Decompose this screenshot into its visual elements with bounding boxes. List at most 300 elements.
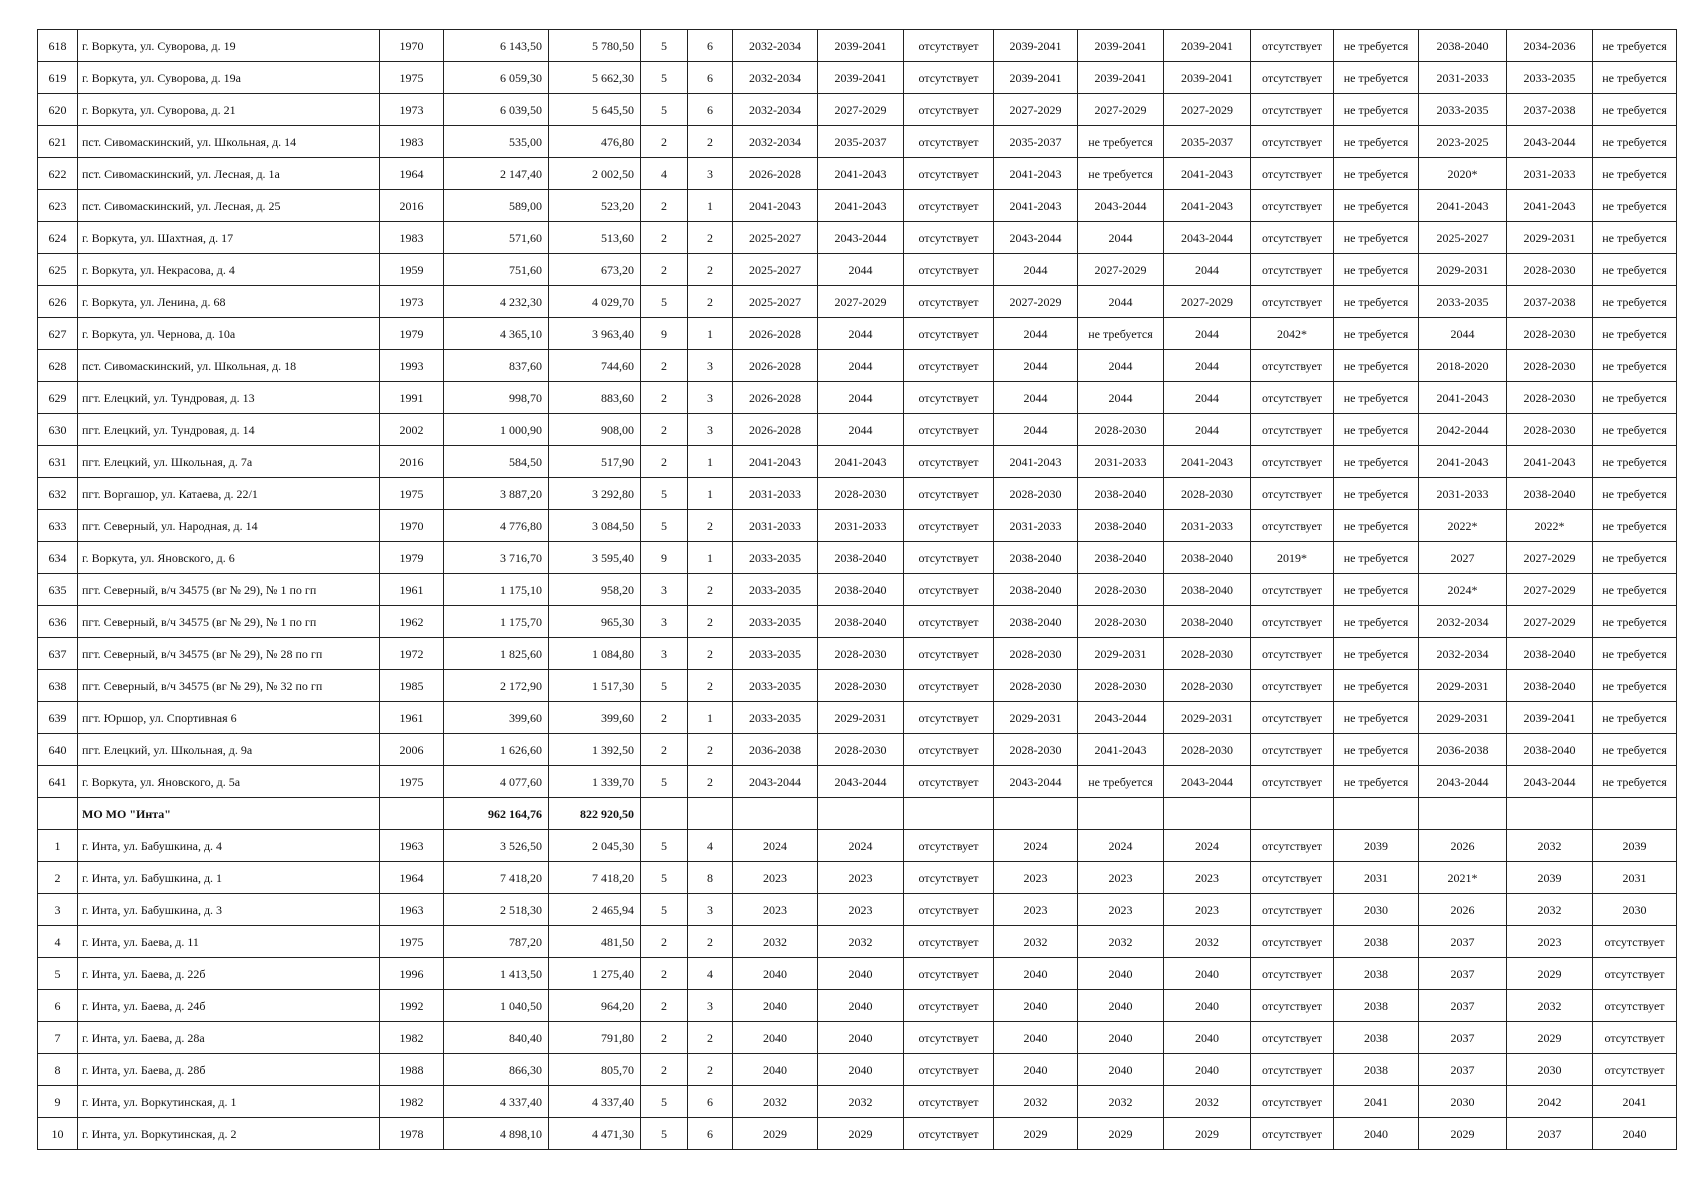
- cell-entrances: 2: [688, 734, 733, 766]
- cell-floors: 5: [641, 510, 688, 542]
- cell-total-area: 3 716,70: [444, 542, 549, 574]
- cell-floors: 2: [641, 382, 688, 414]
- cell-facade-repair: 2044: [818, 382, 904, 414]
- cell-entrances: 1: [688, 702, 733, 734]
- cell-living-area: 513,60: [549, 222, 641, 254]
- cell-floors: 5: [641, 894, 688, 926]
- cell-living-area: 3 963,40: [549, 318, 641, 350]
- cell-elevator-repair: отсутствует: [904, 670, 994, 702]
- cell-cold-water-repair: 2031-2033: [1164, 510, 1251, 542]
- cell-electrical-repair: не требуется: [1334, 606, 1419, 638]
- cell-living-area: 5 645,50: [549, 94, 641, 126]
- cell-cold-water-repair: 2041-2043: [1164, 446, 1251, 478]
- cell-total-area: 3 526,50: [444, 830, 549, 862]
- cell-foundation-repair: 2025-2027: [1419, 222, 1507, 254]
- cell-row-number: 624: [38, 222, 78, 254]
- cell-address: г. Воркута, ул. Некрасова, д. 4: [78, 254, 380, 286]
- cell-sewer-repair: не требуется: [1593, 382, 1677, 414]
- cell-living-area: 4 029,70: [549, 286, 641, 318]
- cell-heating-repair: 2023: [994, 894, 1078, 926]
- cell-foundation-repair: 2029-2031: [1419, 670, 1507, 702]
- cell-foundation-repair: 2027: [1419, 542, 1507, 574]
- cell-elevator-repair: отсутствует: [904, 382, 994, 414]
- cell-facade-repair: [818, 798, 904, 830]
- cell-facade-repair: 2028-2030: [818, 670, 904, 702]
- cell-address: г. Инта, ул. Бабушкина, д. 3: [78, 894, 380, 926]
- cell-row-number: 5: [38, 958, 78, 990]
- cell-address: г. Инта, ул. Воркутинская, д. 1: [78, 1086, 380, 1118]
- cell-row-number: 629: [38, 382, 78, 414]
- cell-foundation-repair: 2029-2031: [1419, 702, 1507, 734]
- cell-foundation-repair: 2026: [1419, 830, 1507, 862]
- cell-gas-repair: отсутствует: [1251, 414, 1334, 446]
- cell-build-year: 1973: [380, 94, 444, 126]
- cell-cold-water-repair: 2040: [1164, 1022, 1251, 1054]
- cell-electrical-repair: не требуется: [1334, 350, 1419, 382]
- cell-basement-repair: 2032: [1507, 894, 1593, 926]
- cell-gas-repair: отсутствует: [1251, 990, 1334, 1022]
- cell-heating-repair: 2044: [994, 382, 1078, 414]
- cell-row-number: 640: [38, 734, 78, 766]
- cell-build-year: 2006: [380, 734, 444, 766]
- cell-roof-repair: 2043-2044: [733, 766, 818, 798]
- cell-roof-repair: 2032-2034: [733, 30, 818, 62]
- cell-roof-repair: 2032: [733, 926, 818, 958]
- table-row: [38, 254, 1677, 286]
- cell-entrances: 1: [688, 190, 733, 222]
- cell-facade-repair: 2032: [818, 1086, 904, 1118]
- cell-facade-repair: 2041-2043: [818, 158, 904, 190]
- table-row: [38, 702, 1677, 734]
- cell-roof-repair: 2032-2034: [733, 126, 818, 158]
- cell-cold-water-repair: 2028-2030: [1164, 478, 1251, 510]
- cell-roof-repair: 2033-2035: [733, 670, 818, 702]
- cell-heating-repair: 2028-2030: [994, 670, 1078, 702]
- cell-roof-repair: 2023: [733, 894, 818, 926]
- cell-gas-repair: отсутствует: [1251, 190, 1334, 222]
- cell-elevator-repair: отсутствует: [904, 190, 994, 222]
- cell-electrical-repair: 2038: [1334, 990, 1419, 1022]
- cell-electrical-repair: не требуется: [1334, 670, 1419, 702]
- cell-row-number: 623: [38, 190, 78, 222]
- cell-heating-repair: 2028-2030: [994, 478, 1078, 510]
- cell-address: г. Воркута, ул. Яновского, д. 6: [78, 542, 380, 574]
- cell-build-year: [380, 798, 444, 830]
- cell-total-area: 4 776,80: [444, 510, 549, 542]
- cell-facade-repair: 2041-2043: [818, 446, 904, 478]
- cell-foundation-repair: 2044: [1419, 318, 1507, 350]
- cell-elevator-repair: отсутствует: [904, 926, 994, 958]
- cell-gas-repair: отсутствует: [1251, 286, 1334, 318]
- cell-basement-repair: 2041-2043: [1507, 190, 1593, 222]
- cell-total-area: 584,50: [444, 446, 549, 478]
- cell-roof-repair: 2026-2028: [733, 350, 818, 382]
- cell-foundation-repair: 2031-2033: [1419, 62, 1507, 94]
- cell-facade-repair: 2027-2029: [818, 286, 904, 318]
- cell-hot-water-repair: 2040: [1078, 1022, 1164, 1054]
- cell-row-number: 1: [38, 830, 78, 862]
- cell-foundation-repair: 2043-2044: [1419, 766, 1507, 798]
- cell-build-year: 1996: [380, 958, 444, 990]
- table-row: [38, 862, 1677, 894]
- cell-entrances: 3: [688, 894, 733, 926]
- cell-hot-water-repair: не требуется: [1078, 318, 1164, 350]
- cell-floors: 2: [641, 190, 688, 222]
- cell-build-year: 1975: [380, 926, 444, 958]
- cell-entrances: 3: [688, 382, 733, 414]
- cell-electrical-repair: 2038: [1334, 958, 1419, 990]
- cell-entrances: 2: [688, 670, 733, 702]
- cell-build-year: 1961: [380, 702, 444, 734]
- cell-elevator-repair: отсутствует: [904, 446, 994, 478]
- cell-row-number: 618: [38, 30, 78, 62]
- cell-hot-water-repair: 2029: [1078, 1118, 1164, 1150]
- cell-basement-repair: 2037: [1507, 1118, 1593, 1150]
- cell-total-area: 1 825,60: [444, 638, 549, 670]
- table-row: [38, 574, 1677, 606]
- cell-cold-water-repair: 2023: [1164, 894, 1251, 926]
- cell-hot-water-repair: 2031-2033: [1078, 446, 1164, 478]
- cell-floors: 5: [641, 478, 688, 510]
- cell-cold-water-repair: 2029: [1164, 1118, 1251, 1150]
- cell-gas-repair: отсутствует: [1251, 638, 1334, 670]
- cell-roof-repair: 2033-2035: [733, 638, 818, 670]
- cell-hot-water-repair: 2028-2030: [1078, 414, 1164, 446]
- cell-entrances: 4: [688, 958, 733, 990]
- cell-floors: 2: [641, 926, 688, 958]
- cell-address: пгт. Юршор, ул. Спортивная 6: [78, 702, 380, 734]
- cell-hot-water-repair: не требуется: [1078, 158, 1164, 190]
- cell-entrances: 3: [688, 414, 733, 446]
- table-row: [38, 1118, 1677, 1150]
- cell-hot-water-repair: 2028-2030: [1078, 574, 1164, 606]
- cell-facade-repair: 2043-2044: [818, 222, 904, 254]
- cell-entrances: 1: [688, 446, 733, 478]
- cell-roof-repair: 2025-2027: [733, 254, 818, 286]
- cell-entrances: 1: [688, 478, 733, 510]
- cell-facade-repair: 2039-2041: [818, 30, 904, 62]
- cell-entrances: 1: [688, 318, 733, 350]
- cell-row-number: 625: [38, 254, 78, 286]
- cell-heating-repair: 2039-2041: [994, 62, 1078, 94]
- cell-elevator-repair: отсутствует: [904, 254, 994, 286]
- cell-row-number: 622: [38, 158, 78, 190]
- cell-address: пст. Сивомаскинский, ул. Лесная, д. 1а: [78, 158, 380, 190]
- cell-floors: 3: [641, 606, 688, 638]
- cell-facade-repair: 2029-2031: [818, 702, 904, 734]
- cell-build-year: 1975: [380, 766, 444, 798]
- cell-total-area: 1 000,90: [444, 414, 549, 446]
- cell-address: пгт. Елецкий, ул. Школьная, д. 7а: [78, 446, 380, 478]
- cell-cold-water-repair: 2028-2030: [1164, 734, 1251, 766]
- table-row: [38, 638, 1677, 670]
- cell-basement-repair: 2038-2040: [1507, 638, 1593, 670]
- cell-heating-repair: 2040: [994, 1022, 1078, 1054]
- cell-entrances: 2: [688, 766, 733, 798]
- cell-build-year: 1963: [380, 894, 444, 926]
- cell-elevator-repair: отсутствует: [904, 638, 994, 670]
- cell-heating-repair: 2044: [994, 350, 1078, 382]
- cell-hot-water-repair: 2023: [1078, 862, 1164, 894]
- table-row: [38, 1086, 1677, 1118]
- cell-address: пст. Сивомаскинский, ул. Школьная, д. 14: [78, 126, 380, 158]
- table-row: [38, 62, 1677, 94]
- cell-roof-repair: 2026-2028: [733, 414, 818, 446]
- cell-address: пст. Сивомаскинский, ул. Школьная, д. 18: [78, 350, 380, 382]
- cell-gas-repair: отсутствует: [1251, 382, 1334, 414]
- cell-roof-repair: 2032: [733, 1086, 818, 1118]
- cell-roof-repair: 2029: [733, 1118, 818, 1150]
- cell-entrances: 2: [688, 1022, 733, 1054]
- cell-living-area: 5 780,50: [549, 30, 641, 62]
- cell-elevator-repair: отсутствует: [904, 958, 994, 990]
- cell-cold-water-repair: 2044: [1164, 382, 1251, 414]
- cell-total-area: 6 143,50: [444, 30, 549, 62]
- cell-roof-repair: 2040: [733, 1022, 818, 1054]
- cell-elevator-repair: отсутствует: [904, 62, 994, 94]
- cell-foundation-repair: 2023-2025: [1419, 126, 1507, 158]
- cell-living-area: 3 292,80: [549, 478, 641, 510]
- cell-entrances: 2: [688, 254, 733, 286]
- cell-floors: 2: [641, 1054, 688, 1086]
- cell-address: г. Инта, ул. Баева, д. 28а: [78, 1022, 380, 1054]
- cell-cold-water-repair: 2038-2040: [1164, 542, 1251, 574]
- cell-cold-water-repair: 2040: [1164, 958, 1251, 990]
- cell-build-year: 1993: [380, 350, 444, 382]
- cell-entrances: 2: [688, 574, 733, 606]
- cell-hot-water-repair: 2044: [1078, 286, 1164, 318]
- cell-build-year: 1983: [380, 222, 444, 254]
- cell-facade-repair: 2038-2040: [818, 574, 904, 606]
- cell-sewer-repair: не требуется: [1593, 62, 1677, 94]
- cell-build-year: 1979: [380, 542, 444, 574]
- cell-row-number: 639: [38, 702, 78, 734]
- cell-row-number: 631: [38, 446, 78, 478]
- cell-build-year: 1962: [380, 606, 444, 638]
- cell-roof-repair: 2023: [733, 862, 818, 894]
- cell-basement-repair: 2037-2038: [1507, 94, 1593, 126]
- cell-entrances: 3: [688, 350, 733, 382]
- cell-sewer-repair: не требуется: [1593, 94, 1677, 126]
- cell-basement-repair: 2028-2030: [1507, 382, 1593, 414]
- cell-basement-repair: [1507, 798, 1593, 830]
- cell-row-number: 627: [38, 318, 78, 350]
- cell-elevator-repair: отсутствует: [904, 30, 994, 62]
- cell-total-area: 4 232,30: [444, 286, 549, 318]
- cell-foundation-repair: 2032-2034: [1419, 606, 1507, 638]
- cell-gas-repair: отсутствует: [1251, 958, 1334, 990]
- cell-total-area: 571,60: [444, 222, 549, 254]
- cell-electrical-repair: не требуется: [1334, 638, 1419, 670]
- cell-facade-repair: 2023: [818, 894, 904, 926]
- cell-electrical-repair: 2030: [1334, 894, 1419, 926]
- cell-foundation-repair: 2037: [1419, 1054, 1507, 1086]
- cell-basement-repair: 2039: [1507, 862, 1593, 894]
- cell-entrances: 2: [688, 638, 733, 670]
- cell-row-number: 628: [38, 350, 78, 382]
- cell-gas-repair: отсутствует: [1251, 862, 1334, 894]
- cell-facade-repair: 2023: [818, 862, 904, 894]
- cell-electrical-repair: не требуется: [1334, 94, 1419, 126]
- table-row: [38, 30, 1677, 62]
- cell-foundation-repair: 2033-2035: [1419, 286, 1507, 318]
- cell-living-area: 2 045,30: [549, 830, 641, 862]
- cell-electrical-repair: не требуется: [1334, 254, 1419, 286]
- cell-address: г. Воркута, ул. Суворова, д. 19: [78, 30, 380, 62]
- cell-facade-repair: 2040: [818, 1022, 904, 1054]
- cell-hot-water-repair: 2044: [1078, 350, 1164, 382]
- cell-living-area: 1 084,80: [549, 638, 641, 670]
- cell-build-year: 1970: [380, 30, 444, 62]
- cell-total-area: 4 898,10: [444, 1118, 549, 1150]
- cell-sewer-repair: 2040: [1593, 1118, 1677, 1150]
- cell-electrical-repair: не требуется: [1334, 286, 1419, 318]
- cell-elevator-repair: отсутствует: [904, 350, 994, 382]
- cell-heating-repair: 2023: [994, 862, 1078, 894]
- cell-living-area: 2 465,94: [549, 894, 641, 926]
- cell-address: г. Воркута, ул. Яновского, д. 5а: [78, 766, 380, 798]
- table-row: [38, 670, 1677, 702]
- cell-electrical-repair: 2038: [1334, 1022, 1419, 1054]
- table-row: [38, 286, 1677, 318]
- cell-sewer-repair: не требуется: [1593, 414, 1677, 446]
- cell-total-area: 2 518,30: [444, 894, 549, 926]
- cell-foundation-repair: 2037: [1419, 958, 1507, 990]
- cell-facade-repair: 2040: [818, 958, 904, 990]
- cell-living-area: 4 471,30: [549, 1118, 641, 1150]
- cell-gas-repair: отсутствует: [1251, 510, 1334, 542]
- table-row: [38, 830, 1677, 862]
- cell-gas-repair: отсутствует: [1251, 126, 1334, 158]
- cell-electrical-repair: 2038: [1334, 1054, 1419, 1086]
- cell-sewer-repair: отсутствует: [1593, 990, 1677, 1022]
- cell-address: г. Воркута, ул. Чернова, д. 10а: [78, 318, 380, 350]
- cell-total-area: 535,00: [444, 126, 549, 158]
- cell-hot-water-repair: 2024: [1078, 830, 1164, 862]
- cell-foundation-repair: 2032-2034: [1419, 638, 1507, 670]
- cell-elevator-repair: отсутствует: [904, 830, 994, 862]
- cell-total-area: 1 626,60: [444, 734, 549, 766]
- cell-row-number: 9: [38, 1086, 78, 1118]
- cell-entrances: 6: [688, 1086, 733, 1118]
- cell-build-year: 1982: [380, 1022, 444, 1054]
- cell-basement-repair: 2027-2029: [1507, 542, 1593, 574]
- cell-elevator-repair: отсутствует: [904, 1118, 994, 1150]
- cell-entrances: 2: [688, 606, 733, 638]
- cell-electrical-repair: 2039: [1334, 830, 1419, 862]
- cell-floors: 5: [641, 286, 688, 318]
- cell-basement-repair: 2029: [1507, 1022, 1593, 1054]
- cell-floors: 2: [641, 414, 688, 446]
- table-row: [38, 318, 1677, 350]
- cell-entrances: 1: [688, 542, 733, 574]
- cell-living-area: 908,00: [549, 414, 641, 446]
- cell-foundation-repair: 2022*: [1419, 510, 1507, 542]
- cell-floors: 5: [641, 30, 688, 62]
- cell-cold-water-repair: 2043-2044: [1164, 222, 1251, 254]
- table-row: [38, 766, 1677, 798]
- cell-foundation-repair: 2041-2043: [1419, 190, 1507, 222]
- cell-basement-repair: 2038-2040: [1507, 478, 1593, 510]
- cell-hot-water-repair: 2040: [1078, 1054, 1164, 1086]
- cell-basement-repair: 2034-2036: [1507, 30, 1593, 62]
- cell-basement-repair: 2027-2029: [1507, 606, 1593, 638]
- cell-total-area: 866,30: [444, 1054, 549, 1086]
- cell-elevator-repair: отсутствует: [904, 734, 994, 766]
- cell-gas-repair: отсутствует: [1251, 350, 1334, 382]
- cell-sewer-repair: не требуется: [1593, 638, 1677, 670]
- cell-cold-water-repair: 2039-2041: [1164, 30, 1251, 62]
- cell-total-area: 4 365,10: [444, 318, 549, 350]
- cell-foundation-repair: 2018-2020: [1419, 350, 1507, 382]
- cell-elevator-repair: отсутствует: [904, 1054, 994, 1086]
- cell-electrical-repair: [1334, 798, 1419, 830]
- cell-electrical-repair: не требуется: [1334, 766, 1419, 798]
- cell-living-area: 822 920,50: [549, 798, 641, 830]
- cell-total-area: 840,40: [444, 1022, 549, 1054]
- cell-sewer-repair: не требуется: [1593, 158, 1677, 190]
- cell-hot-water-repair: 2028-2030: [1078, 670, 1164, 702]
- cell-row-number: 4: [38, 926, 78, 958]
- cell-address: г. Инта, ул. Воркутинская, д. 2: [78, 1118, 380, 1150]
- cell-foundation-repair: 2037: [1419, 1022, 1507, 1054]
- cell-row-number: 638: [38, 670, 78, 702]
- cell-floors: 5: [641, 1118, 688, 1150]
- cell-sewer-repair: не требуется: [1593, 318, 1677, 350]
- cell-floors: 5: [641, 830, 688, 862]
- cell-hot-water-repair: 2039-2041: [1078, 30, 1164, 62]
- cell-floors: 2: [641, 350, 688, 382]
- cell-elevator-repair: отсутствует: [904, 894, 994, 926]
- cell-living-area: 517,90: [549, 446, 641, 478]
- table-row: [38, 542, 1677, 574]
- cell-roof-repair: 2032-2034: [733, 62, 818, 94]
- cell-floors: [641, 798, 688, 830]
- cell-build-year: 1972: [380, 638, 444, 670]
- cell-entrances: 2: [688, 926, 733, 958]
- cell-address: пгт. Северный, в/ч 34575 (вг № 29), № 28 по гп: [78, 638, 380, 670]
- cell-facade-repair: 2040: [818, 990, 904, 1022]
- cell-gas-repair: отсутствует: [1251, 1086, 1334, 1118]
- cell-total-area: 4 337,40: [444, 1086, 549, 1118]
- cell-total-area: 2 172,90: [444, 670, 549, 702]
- cell-gas-repair: отсутствует: [1251, 894, 1334, 926]
- cell-total-area: 787,20: [444, 926, 549, 958]
- cell-basement-repair: 2039-2041: [1507, 702, 1593, 734]
- cell-elevator-repair: [904, 798, 994, 830]
- cell-hot-water-repair: 2032: [1078, 926, 1164, 958]
- cell-entrances: 4: [688, 830, 733, 862]
- cell-electrical-repair: не требуется: [1334, 126, 1419, 158]
- cell-gas-repair: отсутствует: [1251, 574, 1334, 606]
- table-row: [38, 734, 1677, 766]
- cell-roof-repair: 2025-2027: [733, 286, 818, 318]
- cell-sewer-repair: не требуется: [1593, 574, 1677, 606]
- cell-hot-water-repair: 2044: [1078, 222, 1164, 254]
- cell-facade-repair: 2028-2030: [818, 478, 904, 510]
- cell-build-year: 1978: [380, 1118, 444, 1150]
- cell-heating-repair: 2031-2033: [994, 510, 1078, 542]
- cell-heating-repair: 2028-2030: [994, 638, 1078, 670]
- cell-sewer-repair: не требуется: [1593, 542, 1677, 574]
- cell-address: г. Воркута, ул. Суворова, д. 21: [78, 94, 380, 126]
- cell-floors: 9: [641, 318, 688, 350]
- cell-row-number: 6: [38, 990, 78, 1022]
- cell-living-area: 1 517,30: [549, 670, 641, 702]
- cell-entrances: 6: [688, 94, 733, 126]
- cell-total-area: 998,70: [444, 382, 549, 414]
- cell-build-year: 1961: [380, 574, 444, 606]
